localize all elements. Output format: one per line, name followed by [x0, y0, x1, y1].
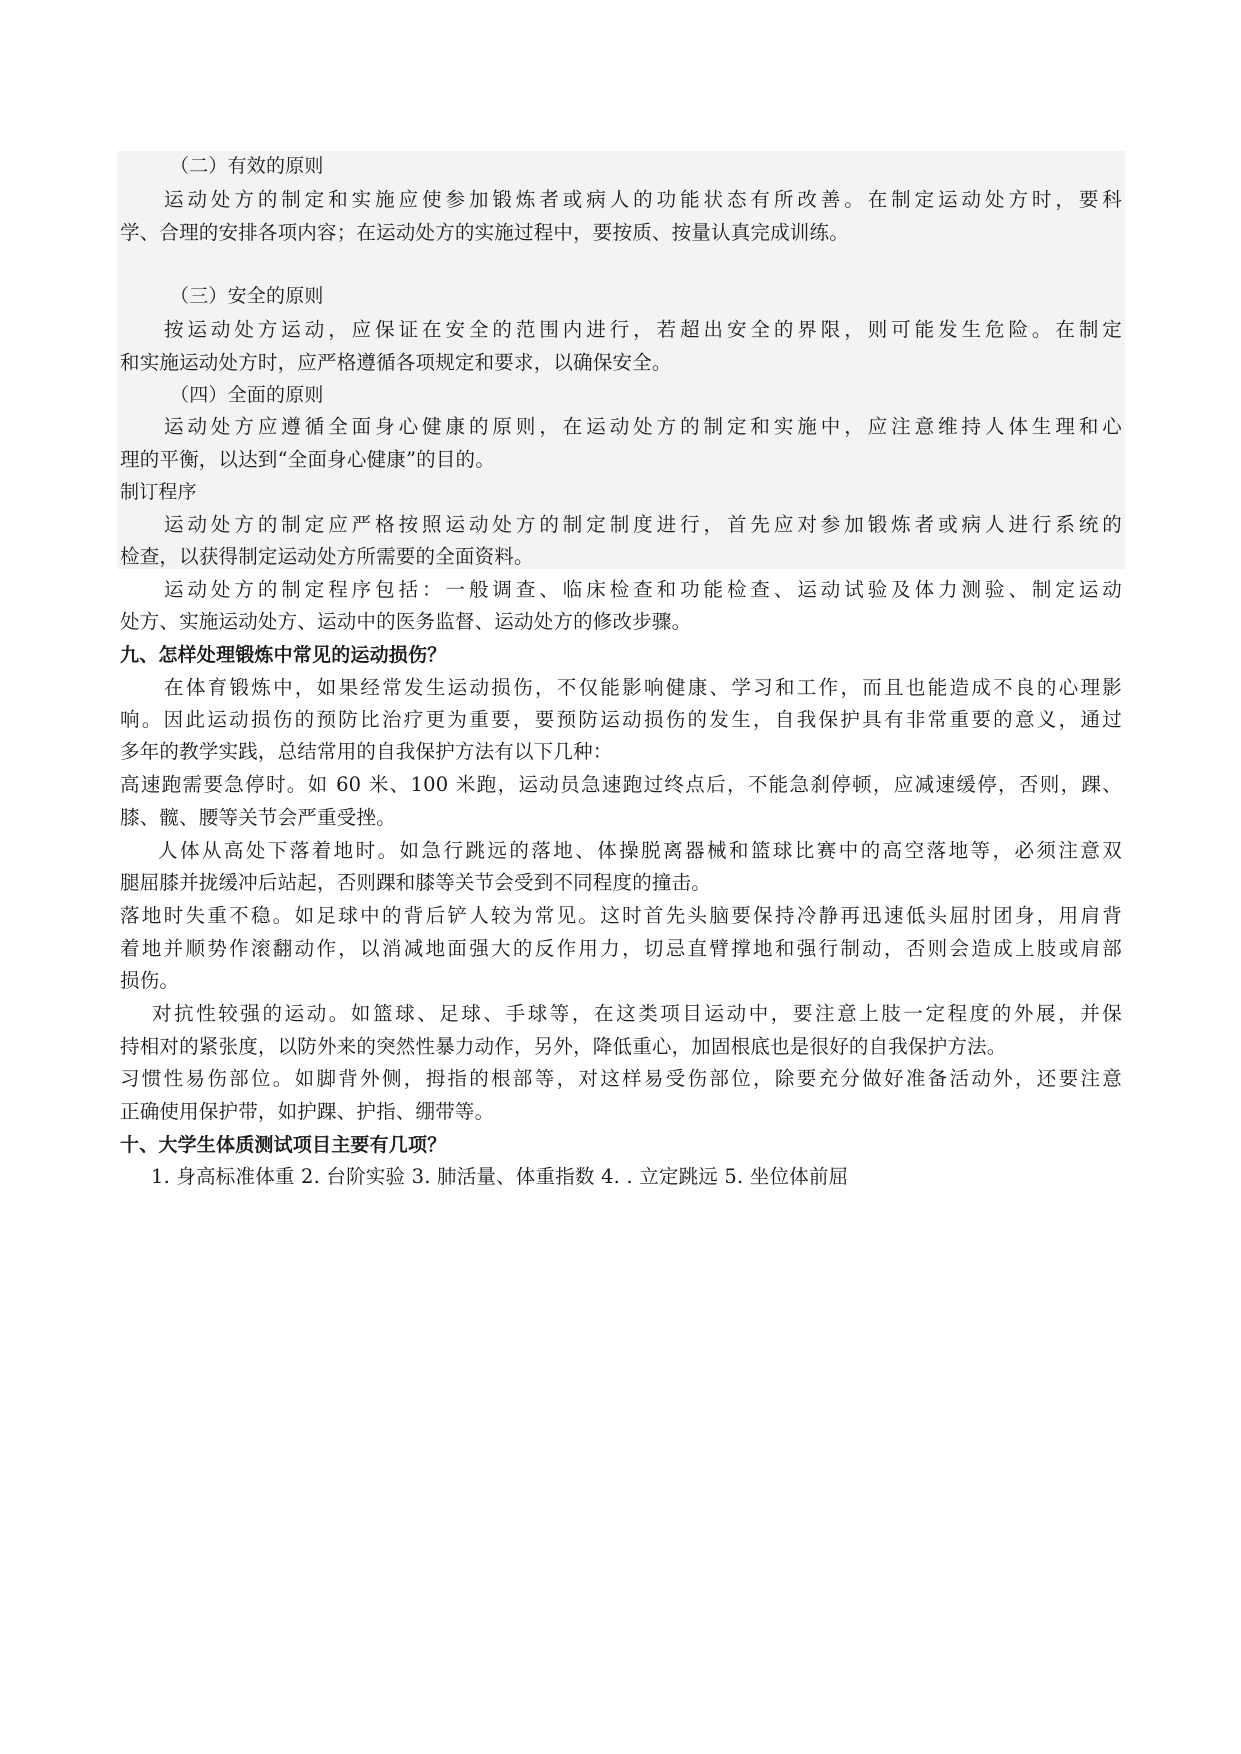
- section-title-procedure: 制订程序: [120, 481, 197, 503]
- section-title-effective: （二）有效的原则: [170, 155, 324, 177]
- paragraph-line: 正确使用保护带，如护踝、护指、绷带等。: [120, 1100, 495, 1123]
- paragraph-line: 高速跑需要急停时。如 60 米、100 米跑，运动员急速跑过终点后，不能急刹停顿，应减速缓停，否则，踝、: [120, 773, 1122, 796]
- paragraph-line: 学、合理的安排各项内容；在运动处方的实施过程中，要按质、按量认真完成训练。: [120, 221, 849, 244]
- paragraph-line: 落地时失重不稳。如足球中的背后铲人较为常见。这时首先头脑要保持冷静再迅速低头屈肘团身，用肩背: [120, 904, 1122, 927]
- section-title-comprehensive: （四）全面的原则: [170, 384, 324, 406]
- paragraph-line: 响。因此运动损伤的预防比治疗更为重要，要预防运动损伤的发生，自我保护具有非常重要的意义，通过: [120, 708, 1122, 731]
- paragraph-line: 按运动处方运动，应保证在安全的范围内进行，若超出安全的界限，则可能发生危险。在制定: [164, 318, 1122, 341]
- question-heading-10: 十、大学生体质测试项目主要有几项？: [120, 1134, 447, 1156]
- question-heading-9: 九、怎样处理锻炼中常见的运动损伤？: [120, 644, 447, 666]
- paragraph-line: 运动处方应遵循全面身心健康的原则，在运动处方的制定和实施中，应注意维持人体生理和心: [164, 415, 1122, 438]
- paragraph-line: 运动处方的制定应严格按照运动处方的制定制度进行，首先应对参加锻炼者或病人进行系统的: [164, 513, 1122, 536]
- paragraph-line: 运动处方的制定程序包括：一般调查、临床检查和功能检查、运动试验及体力测验、制定运动: [164, 578, 1122, 601]
- paragraph-line: 检查，以获得制定运动处方所需要的全面资料。: [120, 545, 534, 568]
- section-title-safety: （三）安全的原则: [170, 285, 324, 307]
- paragraph-line: 和实施运动处方时，应严格遵循各项规定和要求，以确保安全。: [120, 351, 672, 374]
- paragraph-line: 处方、实施运动处方、运动中的医务监督、运动处方的修改步骤。: [120, 610, 692, 633]
- paragraph-line: 运动处方的制定和实施应使参加锻炼者或病人的功能状态有所改善。在制定运动处方时，要科: [164, 188, 1122, 211]
- paragraph-line: 习惯性易伤部位。如脚背外侧，拇指的根部等，对这样易受伤部位，除要充分做好准备活动外，还要注意: [120, 1067, 1122, 1090]
- paragraph-line: 对抗性较强的运动。如篮球、足球、手球等，在这类项目运动中，要注意上肢一定程度的外展，并保: [152, 1002, 1122, 1025]
- paragraph-line: 人体从高处下落着地时。如急行跳远的落地、体操脱离器械和篮球比赛中的高空落地等，必须注意双: [158, 839, 1122, 862]
- paragraph-line: 损伤。: [120, 969, 180, 992]
- paragraph-line: 在体育锻炼中，如果经常发生运动损伤，不仅能影响健康、学习和工作，而且也能造成不良的心理影: [164, 676, 1122, 699]
- paragraph-line: 着地并顺势作滚翻动作，以消减地面强大的反作用力，切忌直臂撑地和强行制动，否则会造成上肢或肩部: [120, 937, 1122, 960]
- paragraph-line: 膝、髋、腰等关节会严重受挫。: [120, 806, 396, 829]
- paragraph-line: 持相对的紧张度，以防外来的突然性暴力动作，另外，降低重心，加固根底也是很好的自我保护方法。: [120, 1035, 1007, 1058]
- paragraph-line: 理的平衡，以达到“全面身心健康”的目的。: [120, 448, 495, 471]
- paragraph-line: 腿屈膝并拢缓冲后站起，否则踝和膝等关节会受到不同程度的撞击。: [120, 871, 712, 894]
- paragraph-line: 1. 身高标准体重 2. 台阶实验 3. 肺活量、体重指数 4. . 立定跳远 5. 坐位体前屈: [151, 1165, 849, 1188]
- paragraph-line: 多年的教学实践，总结常用的自我保护方法有以下几种：: [120, 740, 613, 763]
